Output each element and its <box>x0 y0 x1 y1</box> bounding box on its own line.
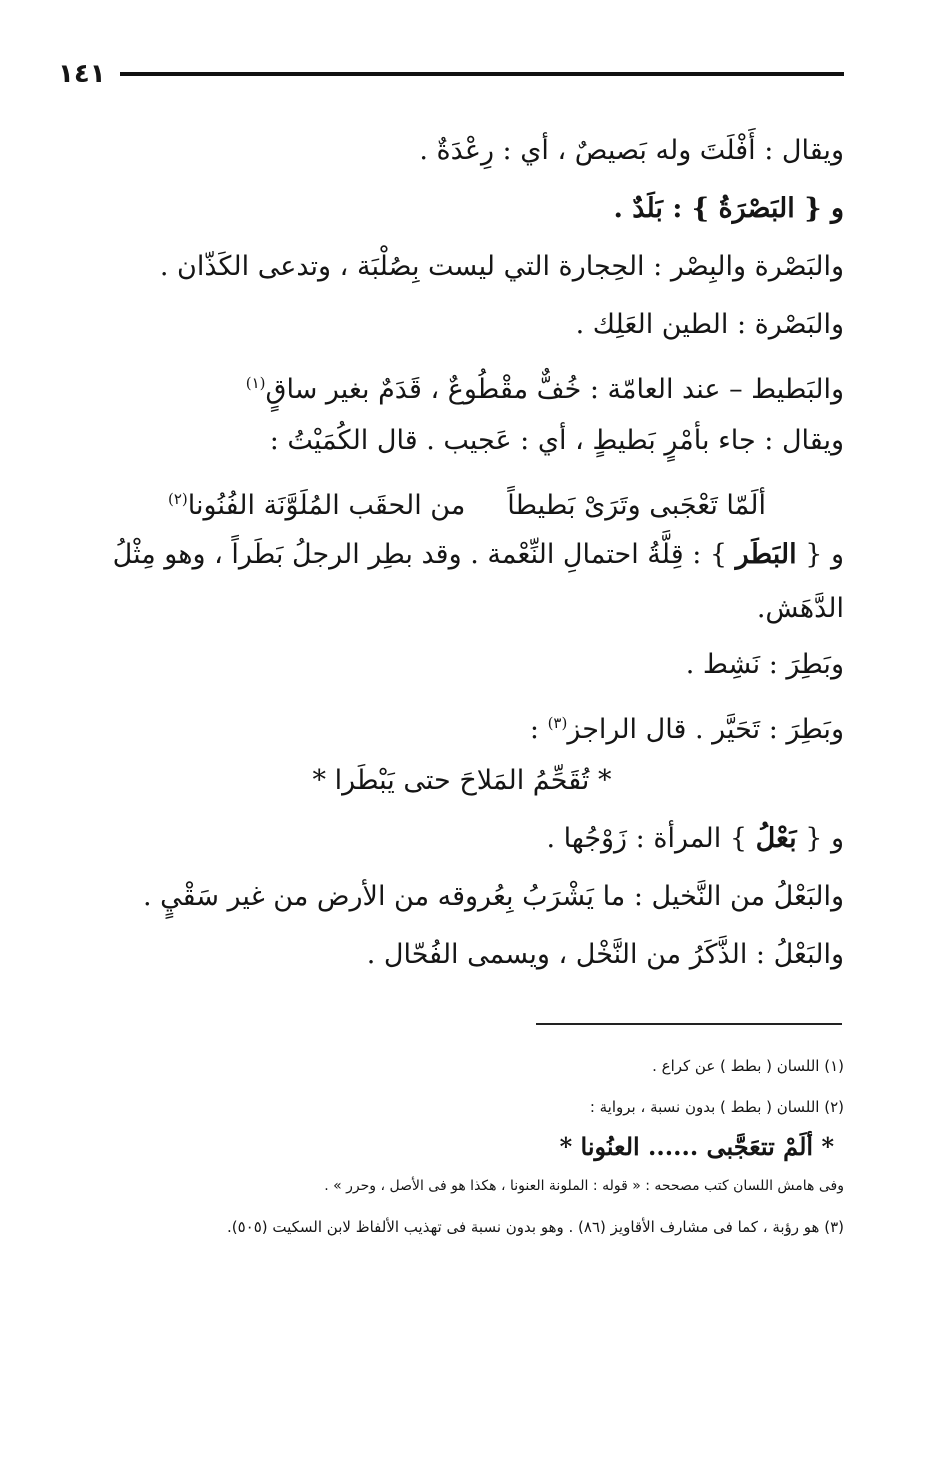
entry-prefix: و { <box>805 823 844 854</box>
text-line: والبَعْلُ : الذَّكَرُ من النَّخْل ، ويسمى الفُحّال . <box>366 939 844 970</box>
verse-line <box>40 470 844 528</box>
line-end: : <box>529 714 548 745</box>
verse-hemistich-second: من الحقَب المُلَوَّنَة الفُنُونا <box>187 490 466 521</box>
footnote: (٣) هو رؤبة ، كما فى مشارف الأقاويز (٨٦) . وهو بدون نسبة فى تهذيب الألفاظ لابن السكيت (٥٠٥). <box>226 1218 844 1236</box>
text-line: والبَصْرة : الطين العَلِك . <box>575 309 844 340</box>
line-text: والبَطيط – عند العامّة : خُفٌّ مقْطُوعٌ ، قَدَمٌ بغير ساقٍ <box>265 374 844 405</box>
text-line <box>40 354 844 412</box>
text-line: ويقال : أَفْلَتَ وله بَصيصٌ ، أي : رِعْدَةٌ . <box>419 135 844 166</box>
entry-basra: و { البَصْرَةُ } : بَلَدٌ . <box>613 193 844 224</box>
footnote-verse: * ألَمْ تتعَجَّبى ...... العنُونا * <box>559 1132 834 1161</box>
page-header <box>58 52 844 96</box>
verse-line: * تُقَحِّمُ المَلاحَ حتى يَبْطَرا * <box>312 765 612 796</box>
text-line: والبَصْرة والبِصْر : الحِجارة التي ليست بِصُلْبَة ، وتدعى الكَذّان . <box>159 251 844 282</box>
line-text: وبَطِرَ : تَحَيَّر . قال الراجز <box>567 714 844 745</box>
footnotes <box>40 1046 844 1248</box>
footnote-mark: (٣) <box>547 714 568 732</box>
text-line: وبَطِرَ : نَشِط . <box>685 649 844 680</box>
entry-prefix: و { <box>805 539 844 570</box>
entry-definition: } المرأة : زَوْجُها . <box>546 823 747 854</box>
footnote-rule <box>536 1023 842 1025</box>
entry-batar <box>40 528 844 636</box>
text-line: والبَعْلُ من النَّخيل : ما يَشْرَبُ بِعُروقه من الأرض من غير سَقْيٍ . <box>143 881 844 912</box>
footnote-mark: (١) <box>245 374 266 392</box>
text-line <box>40 180 844 238</box>
page-number: ١٤١ <box>58 59 106 89</box>
header-rule <box>120 72 844 76</box>
headword: البَطَر <box>735 539 797 570</box>
footnote-mark: (٢) <box>167 490 188 508</box>
main-text <box>40 122 844 984</box>
verse-hemistich-first: ألَمّا تَعْجَبى وتَرَىْ بَطيطاً <box>507 490 766 521</box>
footnote: (٢) اللسان ( بطط ) بدون نسبة ، برواية : <box>589 1098 844 1116</box>
headword: بَعْلُ <box>755 823 797 854</box>
footnote: (١) اللسان ( بطط ) عن كراع . <box>652 1057 844 1075</box>
entry-definition: } : قِلَّةُ احتمالِ النِّعْمة . وقد بطِر الرجلُ بَطَراً ، وهو مِثْلُ الدَّهَش. <box>112 539 844 624</box>
text-line <box>40 694 844 752</box>
footnote-note: وفى هامش اللسان كتب مصححه : « قوله : الملونة العنونا ، هكذا هو فى الأصل ، وحرر » . <box>324 1178 844 1194</box>
text-line: ويقال : جاء بأمْرٍ بَطيطٍ ، أي : عَجيب . قال الكُمَيْتُ : <box>269 425 844 456</box>
entry-baal <box>40 810 844 868</box>
